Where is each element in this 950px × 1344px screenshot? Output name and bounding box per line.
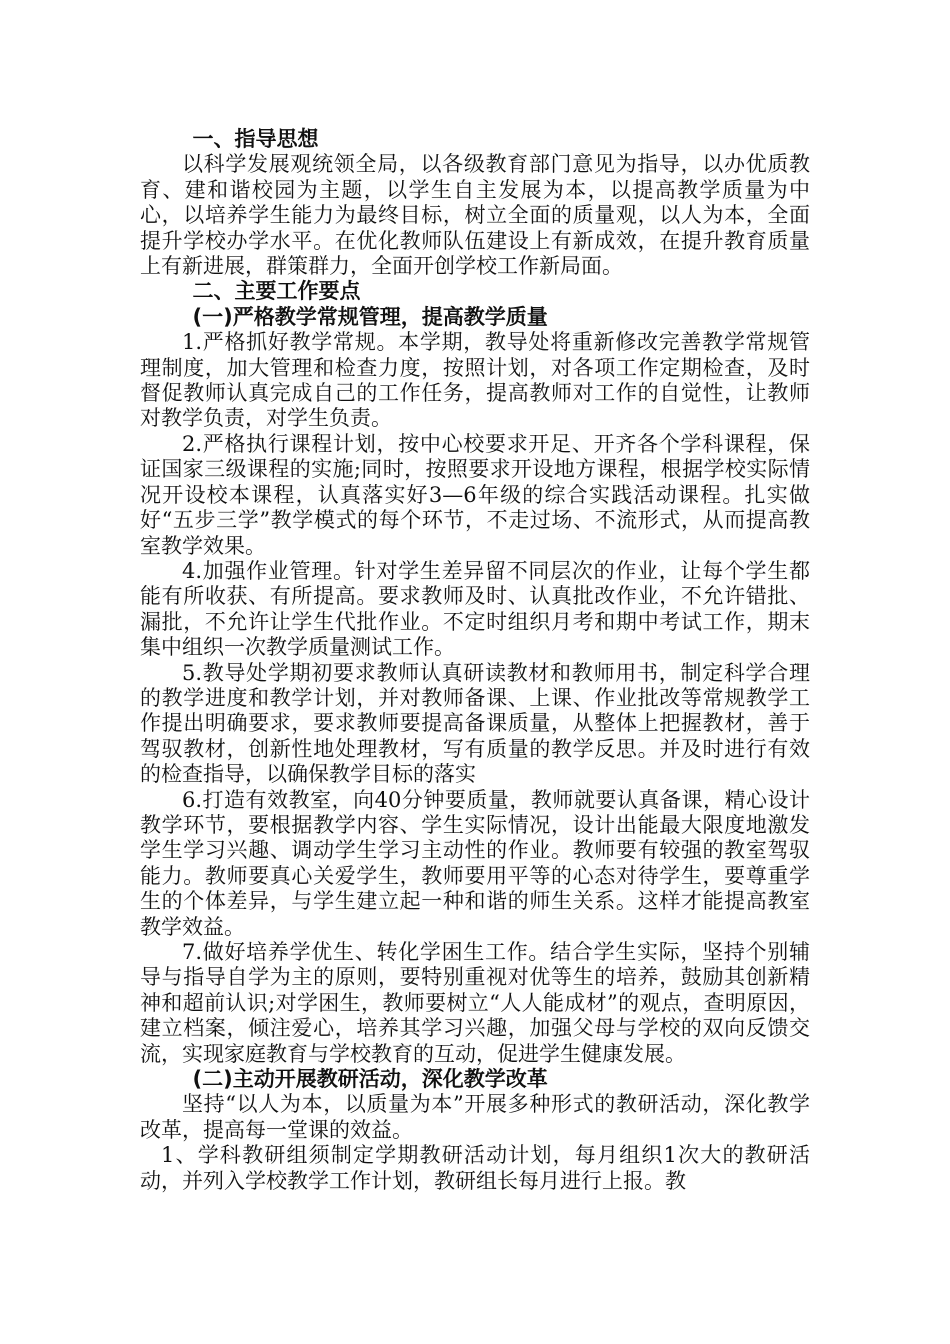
section-heading-guiding-ideology: 一、指导思想 xyxy=(192,127,319,151)
paragraph-item-2: 2.严格执行课程计划，按中心校要求开足、开齐各个学科课程，保证国家三级课程的实施;同时，按照要求开设地方课程，根据学校实际情况开设校本课程，认真落实好3—6年级的综合实践活动课程。扎实做好“五步三学”教学模式的每个环节，不走过场、不流形式，从而提高教室教学效果。 xyxy=(140,431,810,558)
paragraph-item-5: 5.教导处学期初要求教师认真研读教材和教师用书，制定科学合理的教学进度和教学计划，并对教师备课、上课、作业批改等常规教学工作提出明确要求，要求教师要提高备课质量，从整体上把握教材，善于驾驭教材，创新性地处理教材，写有质量的教学反思。并及时进行有效的检查指导，以确保教学目标的落实 xyxy=(140,660,810,787)
paragraph-research-intro: 坚持“以人为本，以质量为本”开展多种形式的教研活动，深化教学改革，提高每一堂课的效益。 xyxy=(140,1092,810,1142)
paragraph-guiding-ideology: 以科学发展观统领全局，以各级教育部门意见为指导，以办优质教育、建和谐校园为主题，以学生自主发展为本，以提高教学质量为中心，以培养学生能力为最终目标，树立全面的质量观，以人为本，全面提升学校办学水平。在优化教师队伍建设上有新成效，在提升教育质量上有新进展，群策群力，全面开创学校工作新局面。 xyxy=(140,152,810,279)
subsection-heading-teaching-research: (二)主动开展教研活动，深化教学改革 xyxy=(192,1067,548,1092)
document-body xyxy=(140,127,810,1194)
paragraph-item-6: 6.打造有效教室，向40分钟要质量，教师就要认真备课，精心设计教学环节，要根据教学内容、学生实际情况，设计出能最大限度地激发学生学习兴趣、调动学生学习主动性的作业。教师要有较强的教室驾驭能力。教师要真心关爱学生，教师要用平等的心态对待学生，要尊重学生的个体差异，与学生建立起一种和谐的师生关系。这样才能提高教室教学效益。 xyxy=(140,787,810,939)
paragraph-research-item-1: 1、学科教研组须制定学期教研活动计划，每月组织1次大的教研活动，并列入学校教学工作计划，教研组长每月进行上报。教 xyxy=(140,1143,810,1193)
paragraph-item-7: 7.做好培养学优生、转化学困生工作。结合学生实际，坚持个别辅导与指导自学为主的原则，要特别重视对优等生的培养，鼓励其创新精神和超前认识;对学困生，教师要树立“人人能成材”的观点，查明原因，建立档案，倾注爱心，培养其学习兴趣，加强父母与学校的双向反馈交流，实现家庭教育与学校教育的互动，促进学生健康发展。 xyxy=(140,940,810,1066)
subsection-heading-teaching-management: (一)严格教学常规管理，提高教学质量 xyxy=(192,304,548,329)
section-heading-main-points: 二、主要工作要点 xyxy=(192,279,361,304)
paragraph-item-4: 4.加强作业管理。针对学生差异留不同层次的作业，让每个学生都能有所收获、有所提高。要求教师及时、认真批改作业，不允许错批、漏批，不允许让学生代批作业。不定时组织月考和期中考试工作，期末集中组织一次教学质量测试工作。 xyxy=(140,558,810,660)
paragraph-item-1: 1.严格抓好教学常规。本学期，教导处将重新修改完善教学常规管理制度，加大管理和检查力度，按照计划，对各项工作定期检查，及时督促教师认真完成自己的工作任务，提高教师对工作的自觉性，让教师对教学负责，对学生负责。 xyxy=(140,330,810,431)
